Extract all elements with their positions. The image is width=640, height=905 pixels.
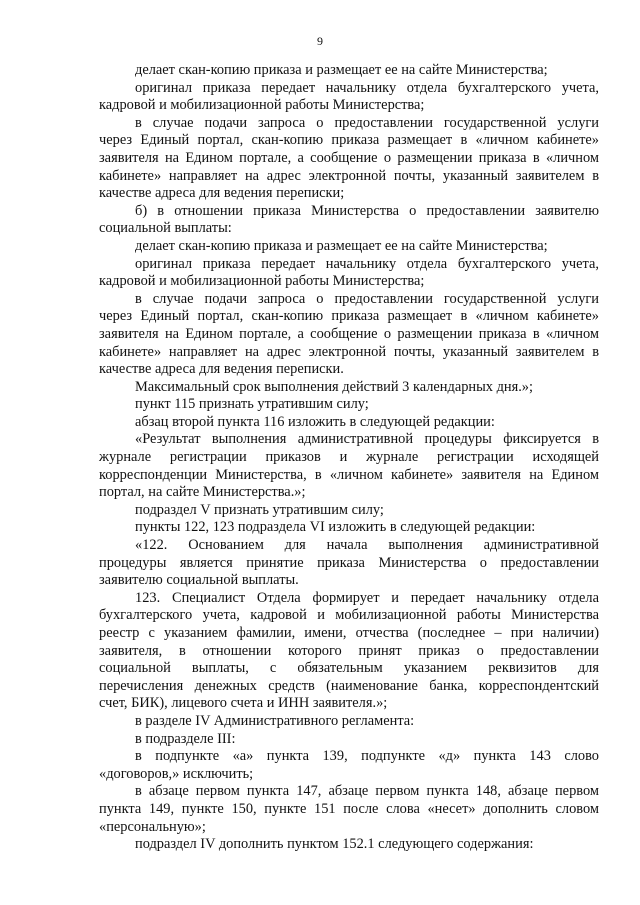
text-line: Максимальный срок выполнения действий 3 календарных дня.»; — [135, 378, 533, 395]
text-line: социальной выплаты, с обязательным указанием реквизитов для — [99, 660, 599, 677]
text-line: б) в отношении приказа Министерства о предоставлении заявителю — [135, 202, 599, 219]
text-line: подраздел V признать утратившим силу; — [135, 501, 384, 518]
paragraph — [99, 203, 599, 238]
text-line: в разделе IV Административного регламента: — [135, 712, 415, 729]
text-line: через Единый портал, скан-копию приказа размещает в «личном кабинете» — [99, 308, 599, 325]
text-line: корреспонденции Министерства, в «личном кабинете» заявителя на Едином — [99, 466, 599, 483]
text-line: делает скан-копию приказа и размещает ее на сайте Министерства; — [135, 62, 548, 78]
paragraph — [99, 238, 599, 256]
text-line: заявителю социальной выплаты. — [99, 572, 299, 589]
paragraph — [99, 115, 599, 203]
text-line: пункт 115 признать утратившим силу; — [135, 396, 369, 413]
text-line: абзац второй пункта 116 изложить в следующей редакции: — [135, 413, 495, 430]
paragraph — [99, 537, 599, 590]
text-line: подраздел IV дополнить пунктом 152.1 следующего содержания: — [135, 836, 534, 853]
paragraph — [99, 731, 599, 749]
text-line: «Результат выполнения административной процедуры фиксируется в — [135, 431, 599, 448]
text-line: делает скан-копию приказа и размещает ее на сайте Министерства; — [135, 237, 548, 254]
page-number: 9 — [317, 34, 323, 48]
text-line: счет, БИК), лицевого счета и ИНН заявителя.»; — [99, 695, 388, 712]
text-line: 123. Специалист Отдела формирует и передает начальнику отдела — [135, 589, 599, 606]
paragraph — [99, 256, 599, 291]
paragraph — [99, 396, 599, 414]
text-line: «122. Основанием для начала выполнения административной — [135, 537, 599, 554]
text-line: портал, на сайте Министерства.»; — [99, 484, 306, 501]
text-line: в подпункте «а» пункта 139, подпункте «д» пункта 143 слово — [135, 748, 599, 765]
text-line: журнале регистрации приказов и журнале регистрации исходящей — [99, 449, 599, 466]
text-line: «персональную»; — [99, 818, 206, 835]
text-line: пункты 122, 123 подраздела VI изложить в следующей редакции: — [135, 519, 536, 536]
paragraph — [99, 713, 599, 731]
text-line: в случае подачи запроса о предоставлении государственной услуги — [135, 290, 599, 307]
paragraph — [99, 291, 599, 379]
text-line: реестр с указанием фамилии, имени, отчества (последнее – при наличии) — [99, 625, 599, 641]
text-line: качестве адреса для ведения переписки. — [99, 361, 344, 378]
text-line: в случае подачи запроса о предоставлении государственной услуги — [135, 114, 599, 131]
paragraph — [99, 502, 599, 520]
paragraph — [99, 80, 599, 115]
paragraph — [99, 748, 599, 783]
text-line: перечисления денежных средств (наименование банка, корреспондентский — [99, 677, 599, 694]
paragraph — [99, 62, 599, 80]
paragraph — [99, 590, 599, 713]
text-line: оригинал приказа передает начальнику отдела бухгалтерского учета, — [135, 255, 599, 272]
paragraph — [99, 783, 599, 836]
text-line: заявителя на Едином портале, а сообщение о размещении приказа в «личном — [99, 325, 599, 342]
text-line: качестве адреса для ведения переписки; — [99, 185, 345, 202]
document-body — [99, 62, 599, 854]
text-line: оригинал приказа передает начальнику отдела бухгалтерского учета, — [135, 79, 599, 96]
text-line: в абзаце первом пункта 147, абзаце первом пункта 148, абзаце первом — [135, 783, 599, 800]
paragraph — [99, 836, 599, 854]
text-line: заявителя на Едином портале, а сообщение о размещении приказа в «личном — [99, 149, 599, 166]
text-line: «договоров,» исключить; — [99, 765, 254, 782]
paragraph — [99, 431, 599, 501]
text-line: социальной выплаты: — [99, 220, 232, 237]
paragraph — [99, 414, 599, 432]
text-line: кадровой и мобилизационной работы Министерства; — [99, 97, 425, 114]
text-line: кабинете» направляет на адрес электронной почты, указанный заявителем в — [99, 343, 599, 360]
text-line: заявителя, в отношении которого принят приказ о предоставлении — [99, 642, 599, 659]
text-line: бухгалтерского учета, кадровой и мобилизационной работы Министерства — [99, 607, 599, 624]
text-line: кадровой и мобилизационной работы Министерства; — [99, 273, 425, 290]
text-line: процедуры является принятие приказа Министерства о предоставлении — [99, 554, 599, 571]
text-line: через Единый портал, скан-копию приказа размещает в «личном кабинете» — [99, 132, 599, 149]
text-line: кабинете» направляет на адрес электронной почты, указанный заявителем в — [99, 167, 599, 184]
text-line: пункта 149, пункте 150, пункте 151 после слова «несет» дополнить словом — [99, 800, 599, 817]
text-line: в подразделе III: — [135, 730, 236, 747]
paragraph — [99, 519, 599, 537]
paragraph — [99, 379, 599, 397]
